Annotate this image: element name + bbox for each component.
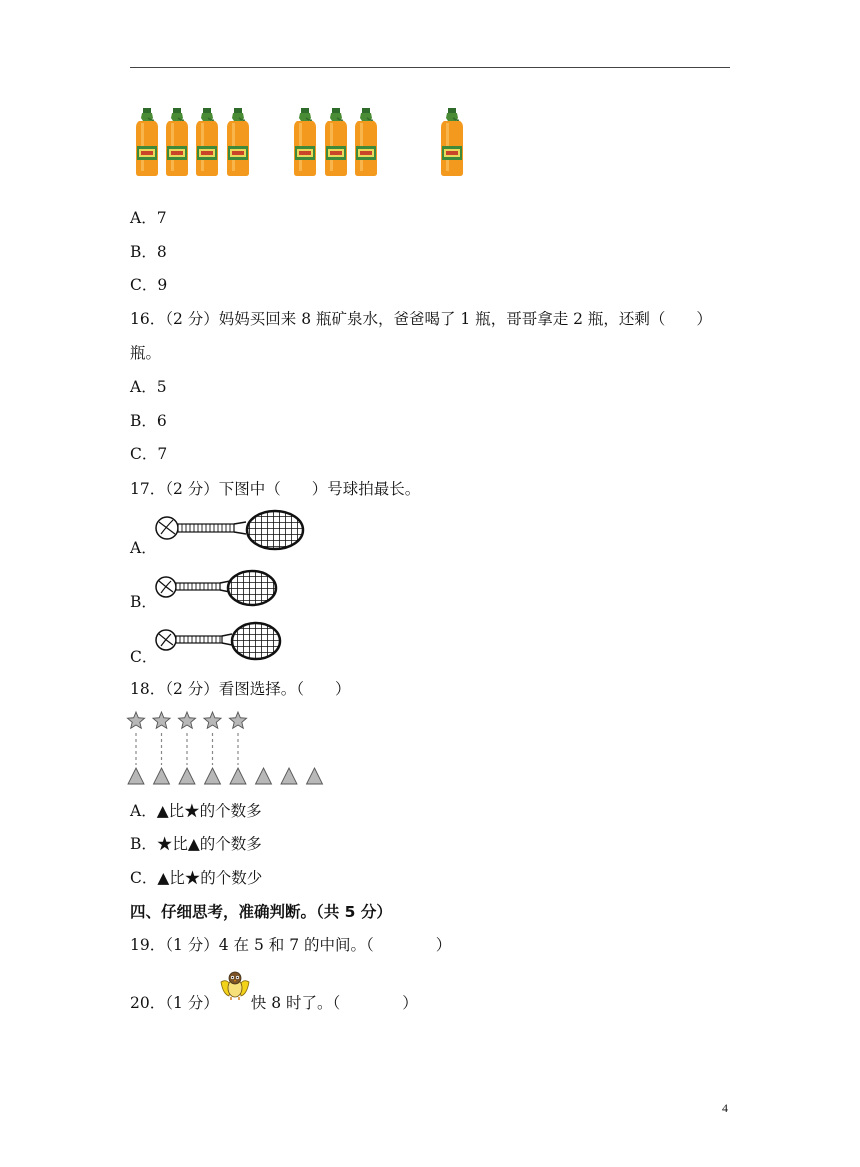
- owl-clock-icon: [219, 982, 251, 1014]
- q18-option-b: B．★比▲的个数多: [130, 835, 262, 853]
- q20-suffix: 快 8 时了。（ ）: [250, 994, 418, 1012]
- triangle-shape: [230, 768, 246, 784]
- q15-option-c: C．9: [130, 276, 168, 294]
- stars-triangles-picture: [126, 708, 346, 788]
- racket-b-picture: [153, 570, 293, 610]
- q16-stem-line2: 瓶。: [130, 344, 162, 362]
- page-number: 4: [722, 1101, 728, 1115]
- q18-stem: 18．（2 分）看图选择。（ ）: [130, 680, 351, 698]
- q16-stem-line1: 16．（2 分）妈妈买回来 8 瓶矿泉水，爸爸喝了 1 瓶，哥哥拿走 2 瓶，还剩（ ）: [130, 310, 712, 328]
- q15-option-a: A．7: [130, 209, 167, 227]
- star-shape: [204, 712, 221, 728]
- q20-prefix: 20．（1 分）: [130, 994, 219, 1012]
- juice-bottles-picture: [130, 108, 490, 178]
- star-shape: [229, 712, 246, 728]
- triangle-shape: [307, 768, 323, 784]
- triangle-shape: [128, 768, 144, 784]
- header-rule: [130, 67, 730, 68]
- triangle-shape: [205, 768, 221, 784]
- triangle-shape: [256, 768, 272, 784]
- triangle-shape: [281, 768, 297, 784]
- star-shape: [153, 712, 170, 728]
- star-shape: [127, 712, 144, 728]
- q15-option-b: B．8: [130, 243, 167, 261]
- q18-option-a: A．▲比★的个数多: [130, 802, 262, 820]
- q16-option-a: A．5: [130, 378, 167, 396]
- section-4-heading: 四、仔细思考，准确判断。（共 5 分）: [130, 903, 392, 921]
- q19-stem: 19．（1 分）4 在 5 和 7 的中间。（ ）: [130, 936, 452, 954]
- racket-a-picture: [153, 510, 313, 554]
- triangle-shape: [179, 768, 195, 784]
- triangle-shape: [154, 768, 170, 784]
- q17-option-b-label: B．: [130, 593, 157, 611]
- q18-option-c: C．▲比★的个数少: [130, 869, 263, 887]
- q17-option-c-label: C．: [130, 648, 158, 666]
- star-shape: [178, 712, 195, 728]
- q16-option-b: B．6: [130, 412, 167, 430]
- q20-stem: [130, 982, 418, 1014]
- racket-c-picture: [153, 622, 293, 664]
- q17-option-a-label: A．: [130, 539, 157, 557]
- q16-option-c: C．7: [130, 445, 168, 463]
- q17-stem: 17．（2 分）下图中（ ）号球拍最长。: [130, 480, 421, 498]
